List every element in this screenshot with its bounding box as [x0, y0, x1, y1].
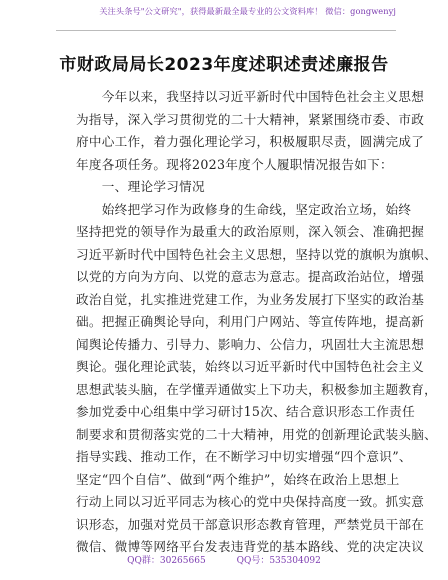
body-line: 微信、微博等网络平台发表违背党的基本路线、党的决定决议	[76, 539, 425, 554]
document-title: 市财政局局长2023年度述职述责述廉报告	[59, 55, 389, 75]
body-line: 以党的方向为方向、以党的意志为意志。提高政治站位，增强	[76, 269, 425, 284]
header-divider	[56, 30, 396, 31]
body-line: 坚持把党的领导作为最重大的政治原则，深入领会、准确把握	[76, 224, 425, 239]
qq-group-text: QQ群：30265665	[127, 556, 206, 566]
body-line: 坚定“四个自信”、做到“两个维护”，始终在政治上思想上	[76, 471, 400, 487]
body-line: 指导实践、推动工作，在不断学习中切实增强“四个意识”、	[76, 449, 412, 464]
body-line: 舆论。强化理论武装，始终以习近平新时代中国特色社会主义	[76, 359, 425, 374]
footer-contact	[0, 553, 448, 566]
qq-id-text: QQ号：535304092	[236, 556, 321, 566]
body-line: 政治自觉，扎实推进党建工作，为业务发展打下坚实的政治基	[76, 291, 425, 307]
body-line: 行动上同以习近平同志为核心的党中央保持高度一致。抓实意	[76, 494, 425, 509]
body-line: 府中心工作，着力强化理论学习，积极履职尽责，圆满完成了	[76, 134, 425, 149]
body-line: 制要求和贯彻落实党的二十大精神，用党的创新理论武装头脑、	[76, 426, 438, 442]
document-body	[76, 86, 438, 559]
body-line: 闻舆论传播力、引导力、影响力、公信力，巩固壮大主流思想	[76, 336, 425, 352]
body-line: 始终把学习作为政修身的生命线，坚定政治立场，始终	[76, 201, 412, 217]
body-line: 识形态，加强对党员干部意识形态教育管理，严禁党员干部在	[76, 516, 425, 532]
body-line: 年度各项任务。现将2023年度个人履职情况报告如下：	[76, 156, 393, 172]
body-line: 一、理论学习情况	[76, 179, 205, 194]
body-line: 础。把握正确舆论导向，利用门户网站、等宣传阵地，提高新	[76, 314, 425, 329]
body-line: 思想武装头脑，在学懂弄通做实上下功夫，积极参加主题教育，	[76, 381, 438, 397]
body-line: 习近平新时代中国特色社会主义思想，坚持以党的旗帜为旗帜、	[76, 246, 438, 262]
promo-banner: 关注头条号"公文研究"，获得最新最全最专业的公文资料库！ 微信：gongwenyj	[99, 6, 396, 16]
body-line: 为指导，深入学习贯彻党的二十大精神，紧紧围绕市委、市政	[76, 111, 425, 127]
body-line: 今年以来，我坚持以习近平新时代中国特色社会主义思想	[76, 89, 425, 104]
body-line: 参加党委中心组集中学习研讨15次、结合意识形态工作责任	[76, 404, 415, 419]
